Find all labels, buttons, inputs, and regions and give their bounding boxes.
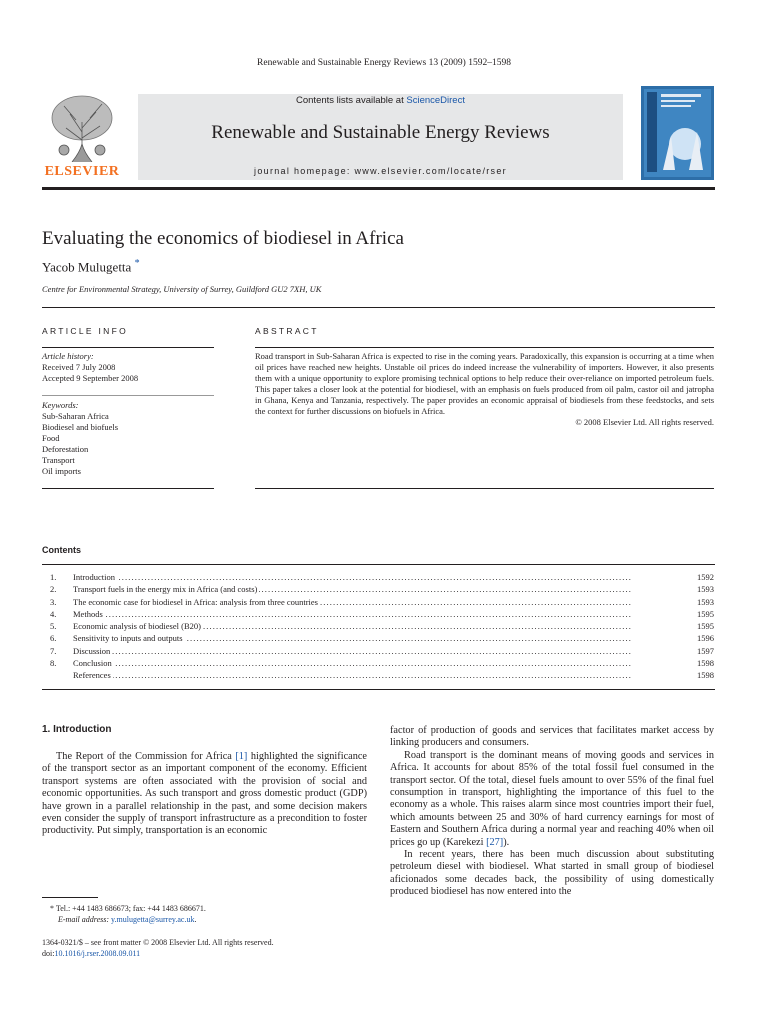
toc-title: References [73, 670, 111, 681]
footnote [50, 903, 370, 925]
toc-number [50, 669, 73, 681]
toc-title: Transport fuels in the energy mix in Africa (and costs) [73, 584, 258, 595]
copyright-notice: © 2008 Elsevier Ltd. All rights reserved. [575, 417, 714, 427]
doi-label: doi: [42, 949, 55, 958]
toc-number: 5. [50, 621, 57, 632]
cover-icon [641, 86, 714, 180]
header-rule [42, 187, 715, 190]
toc-item[interactable] [50, 620, 714, 632]
paragraph: factor of production of goods and services that facilitates market access by linking producers and consumers. [390, 725, 714, 749]
contents-rule [42, 564, 715, 565]
footnote-contact [50, 903, 370, 914]
doi-line [42, 948, 442, 959]
paragraph [42, 751, 367, 838]
journal-cover-image [641, 86, 714, 180]
contents-heading: Contents [42, 545, 81, 555]
elsevier-wordmark: ELSEVIER [44, 164, 120, 179]
running-head: Renewable and Sustainable Energy Reviews 13 (2009) 1592–1598 [257, 58, 511, 68]
accepted-date: Accepted 9 September 2008 [42, 373, 139, 383]
toc-item[interactable] [50, 583, 714, 595]
author-footnote-mark[interactable]: * [134, 258, 140, 269]
contents-bottom-rule [42, 689, 715, 690]
abstract-rule [255, 347, 714, 348]
issn-line: 1364-0321/$ – see front matter © 2008 Elsevier Ltd. All rights reserved. [42, 938, 274, 947]
toc-number: 3. [50, 596, 57, 607]
paragraph [390, 750, 714, 849]
keywords-label: Keywords: [42, 400, 79, 410]
toc-item[interactable] [50, 645, 714, 657]
keyword: Transport [42, 455, 75, 465]
email-label: E-mail address: [58, 915, 112, 924]
toc-page: 1595 [678, 620, 714, 632]
received-date: Received 7 July 2008 [42, 362, 116, 372]
toc-page: 1593 [678, 583, 714, 595]
article-title: Evaluating the economics of biodiesel in Africa [42, 228, 404, 249]
contents-prefix: Contents lists available at [296, 95, 407, 106]
keywords-block [42, 400, 214, 477]
article-info-heading: ARTICLE INFO [42, 326, 129, 336]
keyword: Biodiesel and biofuels [42, 422, 119, 432]
abstract-body: Road transport in Sub-Saharan Africa is expected to rise in the coming years. Paradoxically, this expansion is occurring at a time when oil prices have reached new heights. Unstable oil prices do indeed increase the vulnerability of importers. However, it also presents them with a unique opportunity to explore promising technical options to help reduce their over-reliance on imported petroleum fuels. This paper takes a closer look at the potential for biodiesel, with an emphasis on fuels produced from oil palm, castor oil and jatropha in Ghana, Kenya and Tanzania, respectively. The paper provides an economic appraisal of biodiesels from these feedstocks, and sets the context for further discussions on biofuels in Africa. [255, 351, 714, 416]
text-run: ). [503, 836, 510, 848]
toc-page: 1593 [678, 596, 714, 608]
toc-title: The economic case for biodiesel in Africa: analysis from three countries [73, 596, 318, 607]
affiliation: Centre for Environmental Strategy, University of Surrey, Guildford GU2 7XH, UK [42, 284, 322, 294]
footnote-rule [42, 897, 98, 898]
journal-homepage[interactable]: journal homepage: www.elsevier.com/locate/rser [254, 166, 507, 176]
keyword: Sub-Saharan Africa [42, 411, 109, 421]
toc-page: 1595 [678, 608, 714, 620]
section-heading-introduction: 1. Introduction [42, 724, 112, 735]
text-run: Road transport is the dominant means of moving goods and services in Africa. It accounts for about 85% of the total fossil fuel consumed in the transport sector. Of the total, diesel fuels amount to over 55% of the final fuel consumption in transport, highlighting the importance of this fuel to the economy as a whole. This raises alarm since most countries import their fuel, which amounts between 25 and 30% of hard currency earnings for most of Eastern and Southern Africa during a normal year and reaching 40% when oil prices go up (Karekezi [390, 749, 714, 848]
email-end: . [194, 915, 197, 924]
right-column-text [390, 725, 714, 899]
author-line [42, 258, 140, 275]
toc-page: 1597 [678, 645, 714, 657]
keyword: Oil imports [42, 466, 81, 476]
citation-link[interactable]: [1] [235, 751, 248, 762]
footnote-mark: * [50, 904, 54, 913]
text-run: The Report of the Commission for Africa [56, 751, 236, 762]
toc-item[interactable] [50, 669, 714, 681]
abstract-text [255, 351, 714, 428]
article-info-bottom-rule [42, 488, 214, 489]
toc-page: 1596 [678, 632, 714, 644]
toc-title: Introduction [73, 572, 116, 582]
paragraph: In recent years, there has been much discussion about substituting petroleum diesel with biodiesel. What started in small group of biodiesel aficionados some decades back, the possibility of using domestically produced biodiesel has now entered into the [390, 849, 714, 898]
abstract-bottom-rule [255, 488, 714, 489]
contents-available-line [138, 95, 623, 106]
toc-item[interactable] [50, 657, 714, 669]
toc-item[interactable] [50, 596, 714, 608]
toc-title: Methods [73, 608, 103, 619]
abstract-heading: ABSTRACT [255, 326, 319, 336]
toc-item[interactable] [50, 571, 714, 583]
toc-number: 1. [50, 572, 57, 582]
journal-title: Renewable and Sustainable Energy Reviews [211, 122, 550, 143]
article-history [42, 351, 214, 384]
table-of-contents [50, 571, 714, 682]
elsevier-logo [42, 92, 122, 180]
title-rule [42, 307, 715, 308]
article-info-rule [42, 347, 214, 348]
keyword: Deforestation [42, 444, 89, 454]
footnote-email-line [50, 914, 370, 925]
toc-number: 4. [50, 608, 57, 619]
toc-item[interactable] [50, 608, 714, 620]
doi-link[interactable]: 10.1016/j.rser.2008.09.011 [54, 949, 141, 958]
author-name: Yacob Mulugetta [42, 259, 132, 275]
toc-page: 1598 [678, 669, 714, 681]
elsevier-tree-icon [42, 92, 122, 162]
footnote-tel: Tel.: +44 1483 686673; fax: +44 1483 686671. [55, 904, 206, 913]
citation-link[interactable]: [27] [486, 836, 504, 848]
history-rule [42, 395, 214, 396]
toc-page: 1592 [678, 571, 714, 583]
history-label: Article history: [42, 351, 94, 361]
left-column-text [42, 751, 367, 838]
toc-number: 6. [50, 633, 57, 644]
toc-item[interactable] [50, 632, 714, 644]
text-run: highlighted the significance of the transport sector as an important component of the economy. Efficient transport systems are often associated with the provision of social and economic opportunities. As such transport and gross domestic product (GDP) have grown in a parallel relationship in the past, and some decision makers even consider the supply of transport infrastructure as a precondition to foster productivity. Put simply, transportation is an economic [42, 751, 367, 837]
toc-title: Sensitivity to inputs and outputs [73, 633, 183, 644]
toc-number: 8. [50, 658, 57, 669]
toc-number: 2. [50, 584, 57, 595]
toc-title: Economic analysis of biodiesel (B20) [73, 621, 201, 632]
toc-number: 7. [50, 645, 57, 656]
toc-title: Conclusion [73, 658, 112, 669]
email-link[interactable]: y.mulugetta@surrey.ac.uk [111, 915, 195, 924]
toc-page: 1598 [678, 657, 714, 669]
sciencedirect-link[interactable]: ScienceDirect [406, 95, 465, 106]
toc-title: Discussion [73, 645, 111, 656]
keyword: Food [42, 433, 60, 443]
